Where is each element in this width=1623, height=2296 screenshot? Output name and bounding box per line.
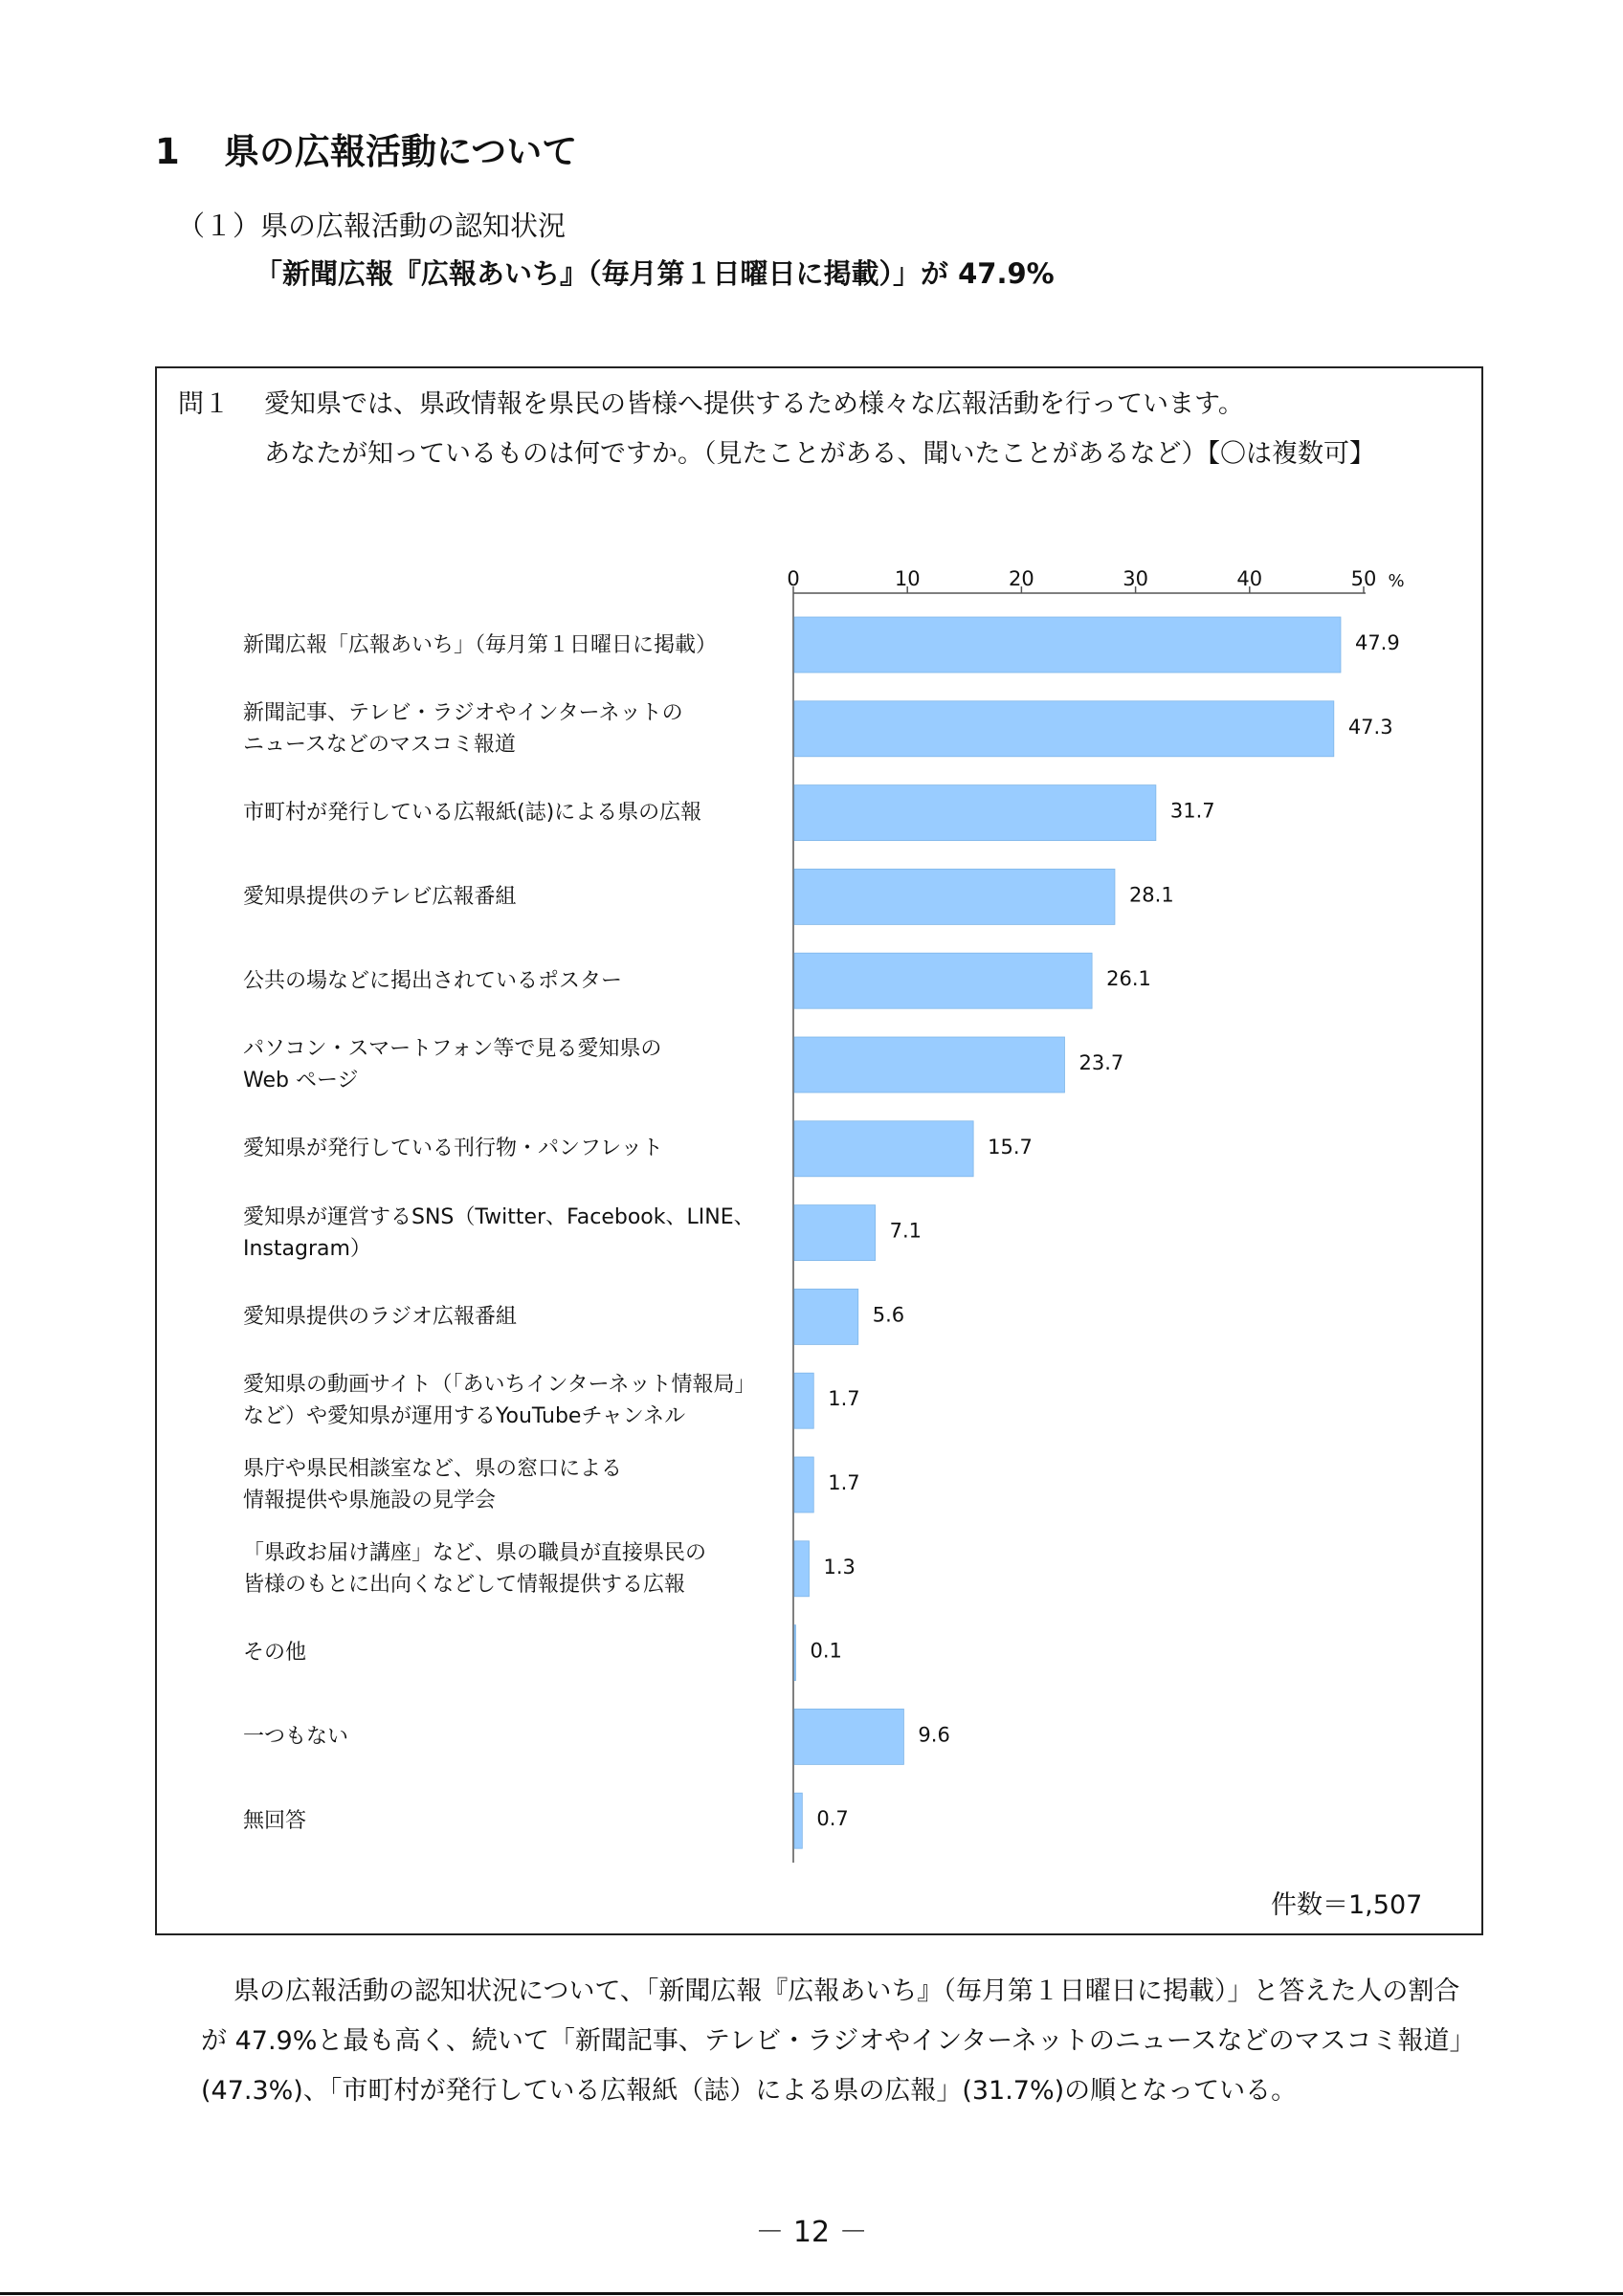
bar	[794, 1541, 809, 1597]
bar	[794, 1205, 876, 1261]
question-label: 問１	[178, 389, 230, 419]
bar-value-label: 0.1	[810, 1639, 842, 1663]
bottom-rule	[0, 2292, 1623, 2295]
question-text-line1: 愛知県では、県政情報を県民の皆様へ提供するため様々な広報活動を行っています。	[264, 389, 1244, 419]
category-label: 愛知県が発行している刊行物・パンフレット	[243, 1137, 663, 1161]
category-label: 愛知県が運営するSNS（Twitter、Facebook、LINE、	[243, 1204, 755, 1229]
bar-value-label: 31.7	[1169, 799, 1215, 823]
bar	[794, 1121, 973, 1177]
category-label: Web ページ	[243, 1069, 359, 1093]
x-tick-label: 10	[894, 567, 921, 590]
bar	[794, 1373, 813, 1428]
x-tick-label: 40	[1236, 567, 1263, 590]
category-label: ニュースなどのマスコミ報道	[243, 732, 516, 757]
headline: 「新聞広報『広報あいち』（毎月第１日曜日に掲載）」が 47.9%	[255, 257, 1055, 290]
x-tick-label: 0	[787, 567, 800, 590]
category-label: Instagram）	[243, 1236, 371, 1261]
bar-value-label: 23.7	[1078, 1051, 1124, 1074]
category-label: その他	[243, 1641, 307, 1666]
x-axis-unit: %	[1388, 571, 1405, 591]
bar-value-label: 0.7	[816, 1807, 849, 1831]
bar-value-label: 1.3	[823, 1555, 856, 1578]
category-label: 県庁や県民相談室など、県の窓口による	[243, 1457, 623, 1481]
x-tick-label: 20	[1009, 567, 1034, 590]
bar	[794, 1793, 802, 1848]
bar	[794, 1457, 813, 1512]
bar-value-label: 26.1	[1106, 967, 1151, 991]
bar	[794, 785, 1156, 841]
bar	[794, 1709, 903, 1764]
category-label: 新聞広報「広報あいち」（毎月第１日曜日に掲載）	[243, 632, 718, 657]
bar	[794, 953, 1092, 1008]
bar-value-label: 1.7	[828, 1471, 860, 1494]
category-label: など）や愛知県が運用するYouTubeチャンネル	[243, 1404, 686, 1429]
sample-size: 件数＝1,507	[1271, 1890, 1423, 1920]
category-label: 市町村が発行している広報紙(誌)による県の広報	[243, 801, 702, 826]
category-label: 無回答	[243, 1808, 307, 1833]
subsection-title: （１）県の広報活動の認知状況	[177, 210, 567, 242]
bar-value-label: 47.9	[1354, 631, 1400, 654]
bar-value-label: 9.6	[918, 1723, 950, 1747]
bar-value-label: 28.1	[1128, 883, 1174, 907]
bar	[794, 617, 1341, 673]
bar-value-label: 15.7	[988, 1135, 1033, 1159]
bar	[794, 1625, 796, 1681]
bar	[794, 1289, 858, 1344]
category-label: 公共の場などに掲出されているポスター	[243, 968, 623, 993]
bar-value-label: 5.6	[872, 1303, 905, 1327]
bar	[794, 869, 1115, 924]
question-text-line2: あなたが知っているものは何ですか。（見たことがある、聞いたことがあるなど）【〇は複数可】	[264, 439, 1375, 469]
bar-value-label: 7.1	[889, 1219, 923, 1243]
section-number: 1	[155, 131, 180, 172]
category-label: 情報提供や県施設の見学会	[243, 1489, 497, 1512]
bar-value-label: 47.3	[1347, 715, 1393, 739]
category-label: 皆様のもとに出向くなどして情報提供する広報	[243, 1572, 686, 1597]
category-label: 愛知県の動画サイト（「あいちインターネット情報局」	[243, 1373, 756, 1398]
bar	[794, 1037, 1065, 1093]
category-label: 一つもない	[243, 1724, 349, 1749]
category-label: 愛知県提供のラジオ広報番組	[243, 1304, 518, 1329]
category-label: 新聞記事、テレビ・ラジオやインターネットの	[243, 700, 683, 725]
x-tick-label: 30	[1123, 567, 1148, 590]
page-number: － 12 －	[755, 2216, 868, 2249]
category-label: パソコン・スマートフォン等で見る愛知県の	[243, 1037, 662, 1061]
section-title-text: 県の広報活動について	[224, 131, 578, 172]
summary-paragraph: 県の広報活動の認知状況について、「新聞広報『広報あいち』（毎月第１日曜日に掲載）」と答えた人の割合が 47.9%と最も高く、続いて「新聞記事、テレビ・ラジオやインターネットのニュースなどのマスコミ報道」(47.3%)、「市町村が発行している広報紙（誌）による県の広報」(31.7%)の順となっている。	[201, 1976, 1476, 2106]
category-label: 「県政お届け講座」など、県の職員が直接県民の	[243, 1540, 707, 1565]
bar-value-label: 1.7	[828, 1387, 860, 1411]
bar	[794, 701, 1334, 757]
category-label: 愛知県提供のテレビ広報番組	[243, 884, 517, 909]
x-tick-label: 50	[1350, 567, 1377, 590]
